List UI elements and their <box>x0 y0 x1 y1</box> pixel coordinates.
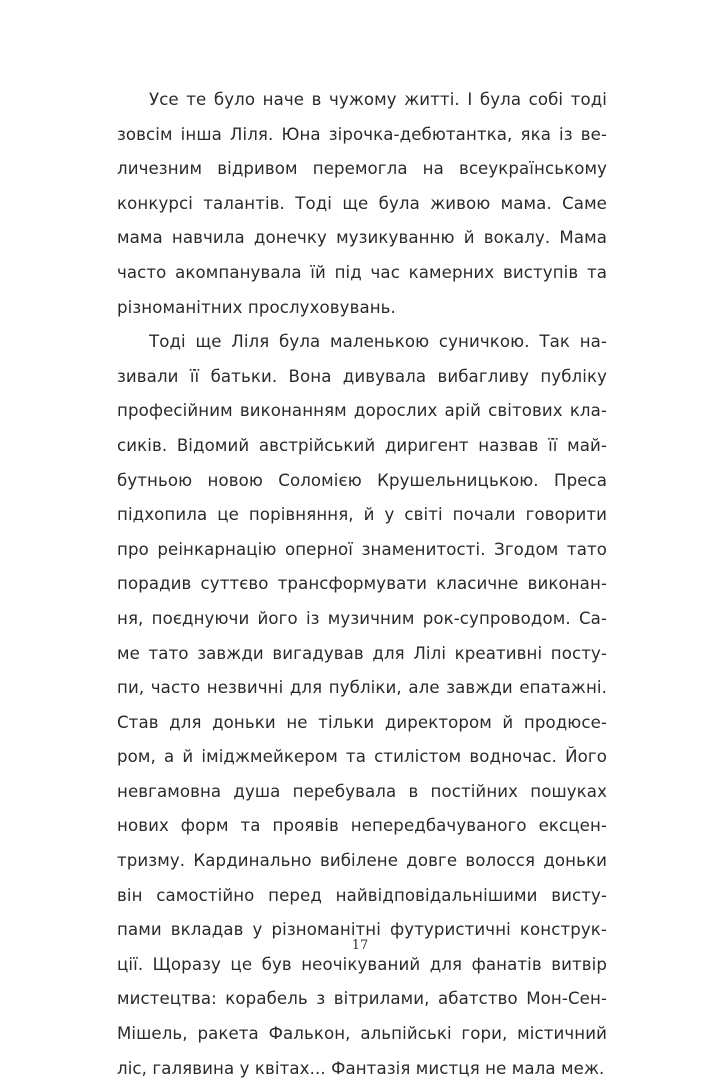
text-line: Став для доньки не тільки директором й продюсе- <box>117 712 607 732</box>
text-line: різноманітних прослуховувань. <box>117 297 396 317</box>
text-line: пи, часто незвичні для публіки, але завжди епатажні. <box>117 678 607 698</box>
body-text <box>117 83 607 1086</box>
text-line: Мішель, ракета Фалькон, альпійські гори, містичний <box>117 1024 607 1044</box>
text-line: він самостійно перед найвідповідальнішими висту- <box>117 885 607 905</box>
text-line: ром, а й іміджмейкером та стилістом водночас. Його <box>117 747 607 767</box>
text-line: ліс, галявина у квітах... Фантазія мистця не мала меж. <box>117 1058 605 1078</box>
page-number: 17 <box>351 938 369 953</box>
text-line: підхопила це порівняння, й у світі почали говорити <box>117 505 607 525</box>
text-line: сиків. Відомий австрійський диригент назвав її май- <box>117 435 607 455</box>
text-line: нових форм та проявів непередбачуваного ексцен- <box>117 816 607 836</box>
text-line: часто акомпанувала їй під час камерних виступів та <box>117 262 607 282</box>
text-line: мама навчила донечку музикуванню й вокалу. Мама <box>117 228 607 248</box>
text-line: тризму. Кардинально вибілене довге волосся доньки <box>117 851 607 871</box>
text-line: конкурсі талантів. Тоді ще була живою мама. Саме <box>117 193 607 213</box>
text-line: порадив суттєво трансформувати класичне виконан- <box>117 574 607 594</box>
text-line: пами вкладав у різноманітні футуристичні конструк- <box>117 920 607 940</box>
text-line: зивали її батьки. Вона дивувала вибагливу публіку <box>117 366 607 386</box>
text-line: личезним відривом перемогла на всеукраїнському <box>117 159 607 179</box>
text-line: професійним виконанням дорослих арій світових кла- <box>117 401 607 421</box>
text-line: Усе те було наче в чужому житті. І була собі тоді <box>149 90 607 109</box>
text-line: про реінкарнацію оперної знаменитості. Згодом тато <box>117 539 607 559</box>
text-line: Тоді ще Ліля була маленькою суничкою. Так на- <box>149 332 607 352</box>
text-line: ції. Щоразу це був неочікуваний для фанатів витвір <box>117 954 607 974</box>
text-line: бутньою новою Соломією Крушельницькою. Преса <box>117 470 607 490</box>
text-line: мистецтва: корабель з вітрилами, абатство Мон-Сен- <box>117 989 607 1009</box>
text-line: ня, поєднуючи його із музичним рок-супроводом. Са- <box>117 608 607 628</box>
text-line: ме тато завжди вигадував для Лілі креативні посту- <box>117 643 607 663</box>
text-line: зовсім інша Ліля. Юна зірочка-дебютантка, яка із ве- <box>117 124 607 144</box>
text-line: невгамовна душа перебувала в постійних пошуках <box>117 781 607 801</box>
